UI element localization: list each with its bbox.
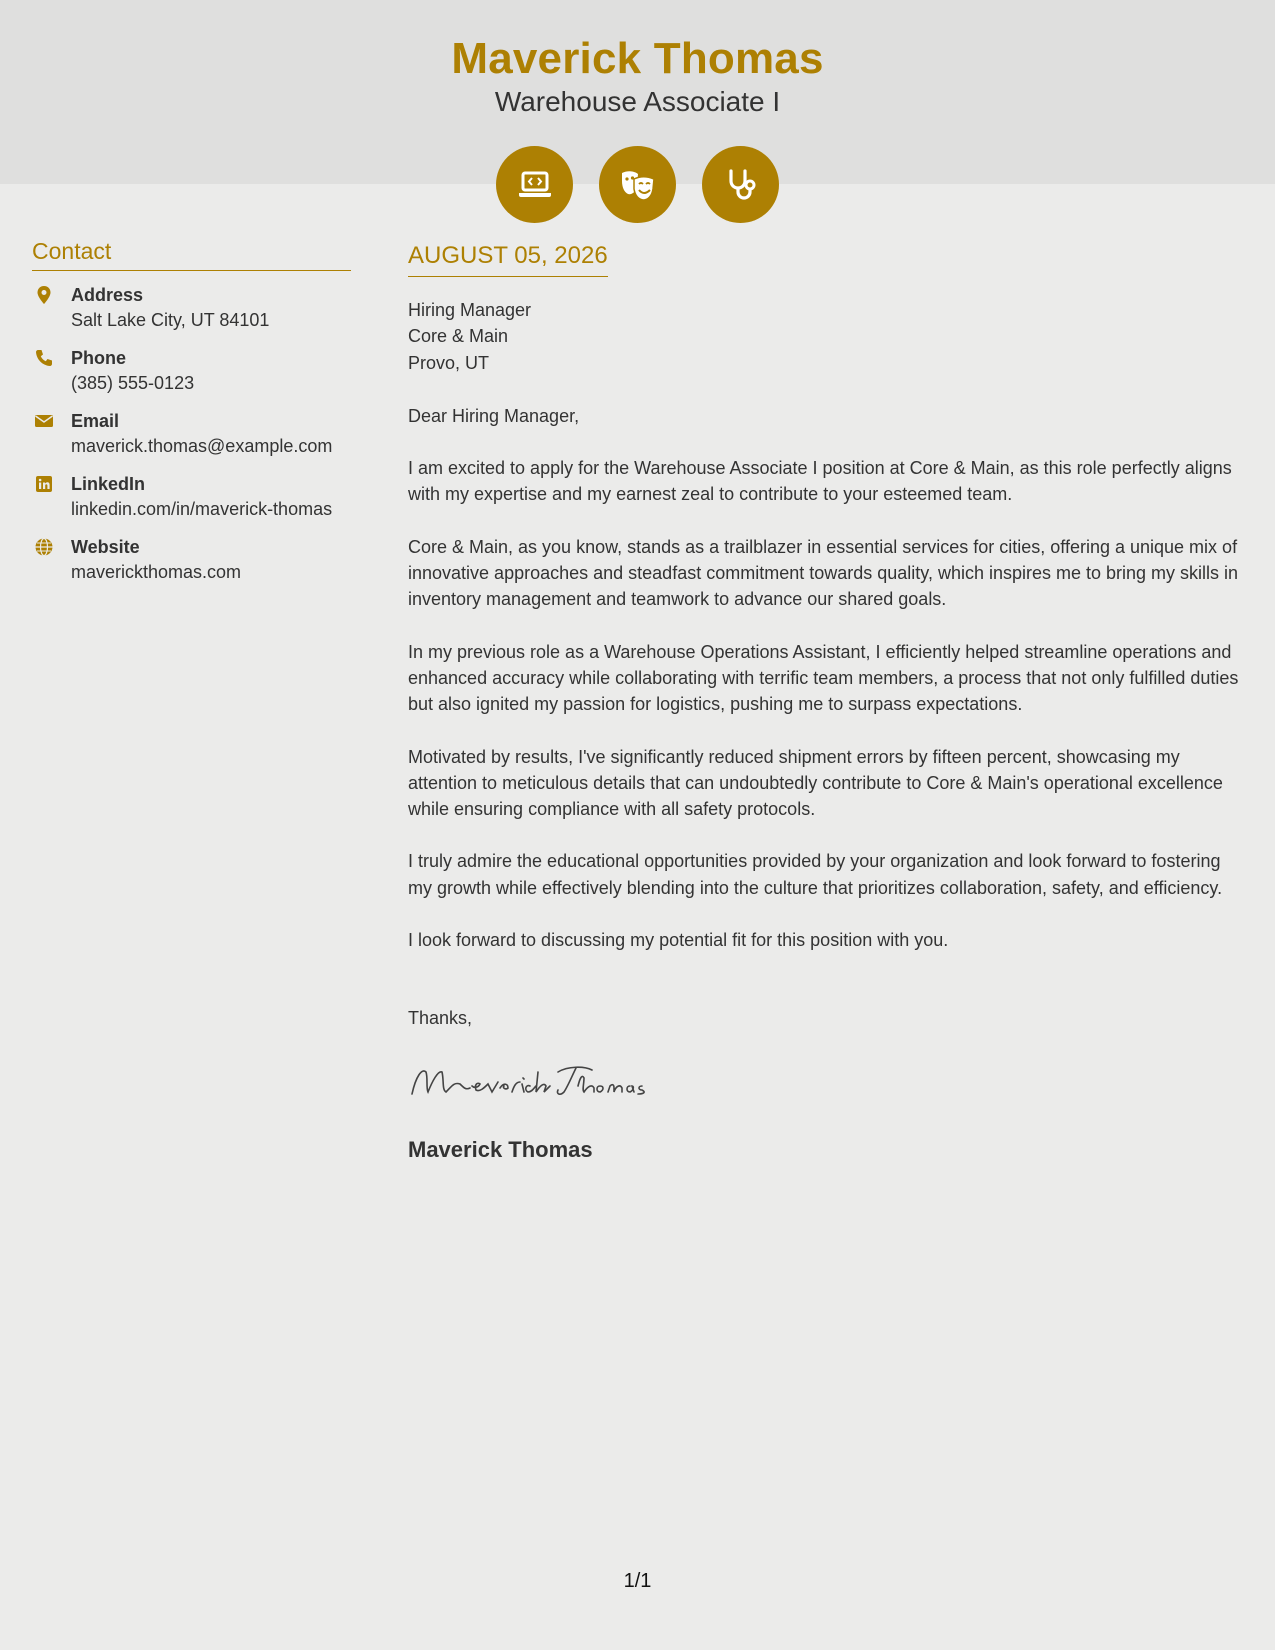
paragraph: Motivated by results, I've significantly reduced shipment errors by fifteen percent, showcasing my attention to meticulous details that can undoubtedly contribute to Core & Main's operational excellence while ensuring compliance with all safety protocols. — [408, 746, 1223, 820]
contact-email — [32, 409, 351, 459]
recipient-line: Hiring Manager — [408, 300, 532, 320]
contact-label: Address — [71, 285, 144, 305]
stethoscope-icon — [702, 146, 779, 223]
contact-label: Email — [71, 411, 120, 431]
recipient-block — [408, 297, 1248, 376]
globe-icon — [34, 537, 54, 557]
laptop-code-icon — [496, 146, 573, 223]
contact-value: maverick.thomas@example.com — [71, 436, 333, 456]
location-pin-icon — [34, 285, 54, 305]
contact-label: Website — [71, 537, 140, 557]
job-title: Warehouse Associate I — [494, 86, 781, 117]
paragraph: In my previous role as a Warehouse Operations Assistant, I efficiently helped streamline operations and enhanced accuracy while collaborating with terrific team members, a process that not only fulfilled duties but also ignited my passion for logistics, pushing me to surpass expectations. — [408, 641, 1239, 715]
closing: Thanks, — [408, 1008, 473, 1029]
interest-icons — [0, 146, 1275, 223]
contact-value: maverickthomas.com — [71, 562, 242, 582]
contact-linkedin — [32, 472, 351, 522]
phone-icon — [34, 348, 54, 368]
contact-heading: Contact — [32, 238, 351, 271]
paragraph: Core & Main, as you know, stands as a trailblazer in essential services for cities, offering a unique mix of innovative approaches and steadfast commitment towards quality, which inspires me to bring my skills in inventory management and teamwork to advance our shared goals. — [408, 536, 1239, 610]
page-indicator: 1/1 — [623, 1570, 652, 1592]
signer-name: Maverick Thomas — [408, 1136, 593, 1162]
contact-phone — [32, 346, 351, 396]
theater-masks-icon — [599, 146, 676, 223]
contact-value: linkedin.com/in/maverick-thomas — [71, 499, 333, 519]
recipient-line: Core & Main — [408, 326, 509, 347]
contact-address — [32, 283, 351, 333]
letter-date: AUGUST 05, 2026 — [408, 240, 608, 277]
salutation: Dear Hiring Manager, — [408, 405, 580, 426]
paragraph: I am excited to apply for the Warehouse Associate I position at Core & Main, as this role perfectly aligns with my expertise and my earnest zeal to contribute to your esteemed team. — [408, 458, 1232, 505]
linkedin-icon — [34, 474, 54, 494]
letter-body — [408, 240, 1248, 1163]
contact-value: (385) 555-0123 — [71, 373, 195, 393]
contact-website — [32, 535, 351, 585]
applicant-name: Maverick Thomas — [451, 34, 824, 83]
contact-value: Salt Lake City, UT 84101 — [71, 310, 270, 330]
paragraph: I truly admire the educational opportunities provided by your organization and look forward to fostering my growth while effectively blending into the culture that prioritizes collaboration, safety, and efficiency. — [408, 851, 1223, 898]
contact-list — [32, 283, 351, 585]
signature — [408, 1058, 678, 1108]
recipient-line: Provo, UT — [408, 352, 490, 373]
contact-label: Phone — [71, 348, 127, 368]
envelope-icon — [34, 411, 54, 431]
paragraph: I look forward to discussing my potential fit for this position with you. — [408, 930, 949, 951]
contact-sidebar — [32, 238, 351, 598]
contact-label: LinkedIn — [71, 474, 146, 494]
